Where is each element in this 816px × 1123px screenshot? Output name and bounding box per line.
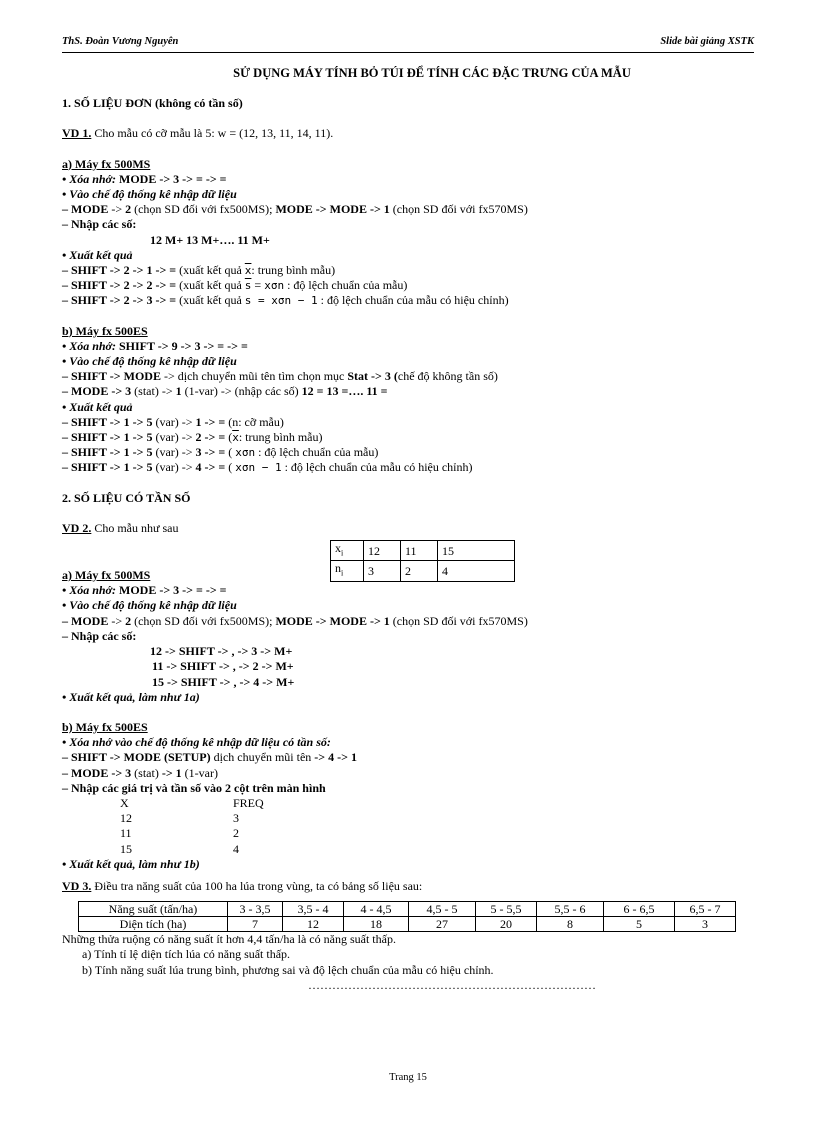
s1-a-result-2: – SHIFT -> 2 -> 2 -> = (xuất kết quả $\overline{s} = x\sigma n$ : độ lệch chuẩn của mẫu) bbox=[62, 278, 408, 293]
s1-b-stat-mode: • Vào chế độ thống kê nhập dữ liệu bbox=[62, 354, 237, 369]
s2-b-line-3: – Nhập các giá trị và tần số vào 2 cột trên màn hình bbox=[62, 780, 326, 795]
s2-b-heading: b) Máy fx 500ES bbox=[62, 719, 148, 734]
low-yield-note: Những thửa ruộng có năng suất ít hơn 4,4 tấn/ha là có năng suất thấp. bbox=[62, 932, 396, 947]
s2-a-entry-1: 12 -> SHIFT -> , -> 3 -> M+ bbox=[150, 644, 293, 659]
s1-b-output-label: • Xuất kết quả bbox=[62, 399, 133, 414]
section-1-heading: 1. SỐ LIỆU ĐƠN (không có tần số) bbox=[62, 96, 243, 111]
s1-b-result-4: – SHIFT -> 1 -> 5 (var) -> 4 -> = ( xσn − 1 : độ lệch chuẩn của mẫu có hiệu chỉnh) bbox=[62, 460, 473, 475]
example-3: VD 3. Điều tra năng suất của 100 ha lúa trong vùng, ta có bảng số liệu sau: bbox=[62, 878, 423, 893]
s1-a-result-1: – SHIFT -> 2 -> 1 -> = (xuất kết quả $\overline{x}$: trung bình mẫu) bbox=[62, 263, 336, 278]
table-row: Năng suất (tấn/ha) 3 - 3,5 3,5 - 4 4 - 4,5 4,5 - 5 5 - 5,5 5,5 - 6 6 - 6,5 6,5 - 7 bbox=[79, 902, 736, 917]
s1-a-result-3: – SHIFT -> 2 -> 3 -> = (xuất kết quả s = xσn − 1 : độ lệch chuẩn của mẫu có hiệu chỉnh) bbox=[62, 293, 509, 308]
page-title: SỬ DỤNG MÁY TÍNH BỎ TÚI ĐỂ TÍNH CÁC ĐẶC TRƯNG CỦA MẪU bbox=[233, 66, 631, 80]
s1-a-clear: • Xóa nhớ: MODE -> 3 -> = -> = bbox=[62, 171, 227, 186]
author-name: ThS. Đoàn Vương Nguyên bbox=[62, 36, 179, 47]
list-item: 11 2 bbox=[120, 826, 239, 841]
s1-b-clear: • Xóa nhớ: SHIFT -> 9 -> 3 -> = -> = bbox=[62, 338, 248, 353]
s1-b-result-2: – SHIFT -> 1 -> 5 (var) -> 2 -> = ($\overline{x}$: trung bình mẫu) bbox=[62, 430, 323, 445]
question-b: b) Tính năng suất lúa trung bình, phương sai và độ lệch chuẩn của mẫu có hiệu chỉnh. bbox=[82, 962, 494, 977]
s2-a-entry-2: 11 -> SHIFT -> , -> 2 -> M+ bbox=[152, 659, 294, 674]
list-item: 15 4 bbox=[120, 841, 239, 856]
s1-b-result-3: – SHIFT -> 1 -> 5 (var) -> 3 -> = ( xσn : độ lệch chuẩn của mẫu) bbox=[62, 445, 379, 460]
s2-b-clear: • Xóa nhớ vào chế độ thống kê nhập dữ liệu có tần số: bbox=[62, 735, 331, 750]
page-header bbox=[62, 36, 754, 53]
table-row: $n_i$ 3 2 4 bbox=[331, 561, 515, 581]
example-2: VD 2. Cho mẫu như sau bbox=[62, 520, 179, 535]
s2-a-output: • Xuất kết quả, làm như 1a) bbox=[62, 689, 200, 704]
s2-a-enter-label: – Nhập các số: bbox=[62, 628, 137, 643]
s2-a-entry-3: 15 -> SHIFT -> , -> 4 -> M+ bbox=[152, 674, 295, 689]
s1-a-enter-keys: 12 M+ 13 M+…. 11 M+ bbox=[150, 232, 270, 247]
s1-a-enter-label: – Nhập các số: bbox=[62, 217, 137, 232]
course-title: Slide bài giảng XSTK bbox=[660, 36, 754, 47]
yield-table bbox=[78, 901, 736, 932]
s2-b-line-2: – MODE -> 3 (stat) -> 1 (1-var) bbox=[62, 765, 218, 780]
table-row: Diện tích (ha) 7 12 18 27 20 8 5 3 bbox=[79, 917, 736, 932]
example-1: VD 1. Cho mẫu có cỡ mẫu là 5: w = (12, 13, 11, 14, 11). bbox=[62, 126, 334, 141]
s1-a-stat-mode: • Vào chế độ thống kê nhập dữ liệu bbox=[62, 187, 237, 202]
s2-a-stat-mode: • Vào chế độ thống kê nhập dữ liệu bbox=[62, 598, 237, 613]
s2-a-mode: – MODE -> 2 (chọn SD đối với fx500MS); MODE -> MODE -> 1 (chọn SD đối với fx570MS) bbox=[62, 613, 528, 628]
frequency-table bbox=[330, 540, 515, 582]
question-a: a) Tính tỉ lệ diện tích lúa có năng suất thấp. bbox=[82, 947, 291, 962]
page-number: Trang 15 bbox=[389, 1072, 427, 1083]
s1-a-heading: a) Máy fx 500MS bbox=[62, 156, 151, 171]
s1-b-result-1: – SHIFT -> 1 -> 5 (var) -> 1 -> = (n: cỡ mẫu) bbox=[62, 414, 284, 429]
s2-b-line-1: – SHIFT -> MODE (SETUP) dịch chuyển mũi tên -> 4 -> 1 bbox=[62, 750, 357, 765]
s1-b-heading: b) Máy fx 500ES bbox=[62, 323, 148, 338]
s1-a-output-label: • Xuất kết quả bbox=[62, 247, 133, 262]
s2-a-clear: • Xóa nhớ: MODE -> 3 -> = -> = bbox=[62, 583, 227, 598]
table-row: $x_i$ 12 11 15 bbox=[331, 541, 515, 561]
list-item: 12 3 bbox=[120, 811, 239, 826]
s1-b-line-2: – MODE -> 3 (stat) -> 1 (1-var) -> (nhập các số) 12 = 13 =…. 11 = bbox=[62, 384, 388, 399]
s1-b-line-1: – SHIFT -> MODE -> dịch chuyển mũi tên tìm chọn mục Stat -> 3 (chế độ không tần số) bbox=[62, 369, 498, 384]
section-2-heading: 2. SỐ LIỆU CÓ TẦN SỐ bbox=[62, 490, 191, 505]
s1-a-mode: – MODE -> 2 (chọn SD đối với fx500MS); MODE -> MODE -> 1 (chọn SD đối với fx570MS) bbox=[62, 202, 528, 217]
s2-b-output: • Xuất kết quả, làm như 1b) bbox=[62, 856, 200, 871]
document-body bbox=[62, 66, 762, 993]
s2-a-heading: a) Máy fx 500MS bbox=[62, 568, 151, 583]
example-1-label: VD 1. bbox=[62, 126, 92, 141]
dotted-line: ……………………………………………………………… bbox=[308, 977, 596, 992]
freq-columns-header: X FREQ bbox=[120, 795, 264, 810]
